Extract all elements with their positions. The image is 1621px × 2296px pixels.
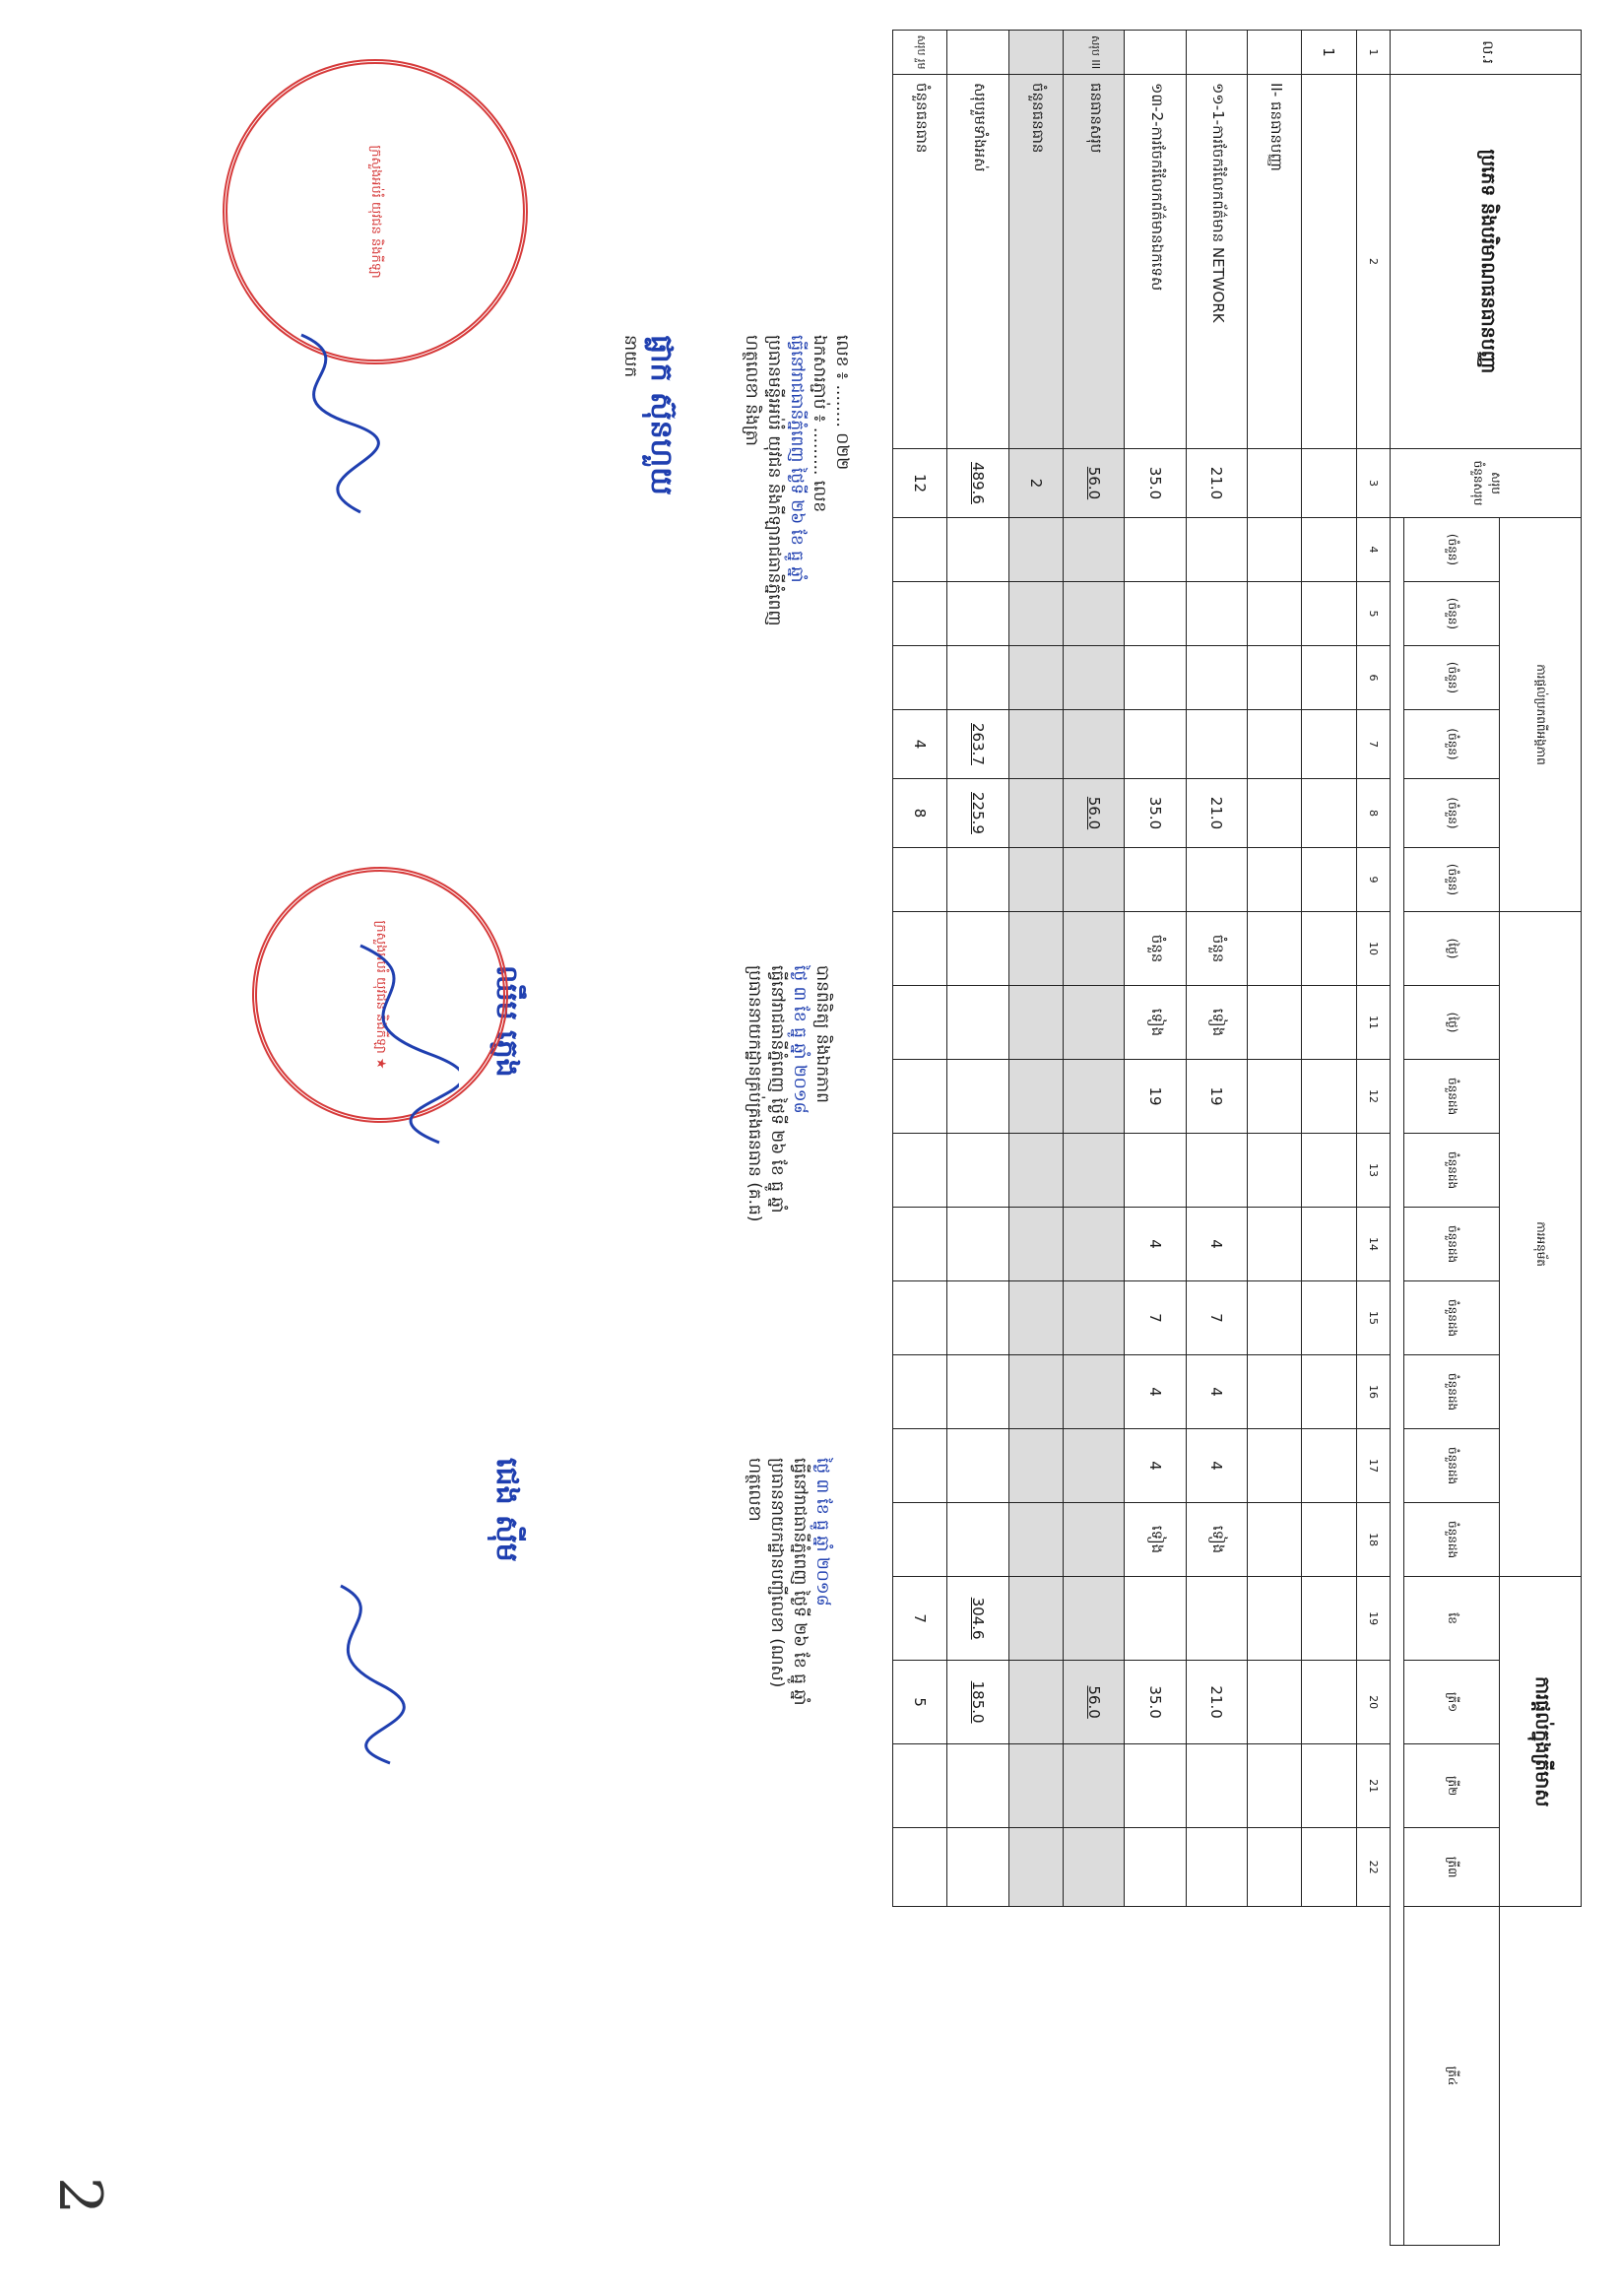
resource-table: [892, 30, 1582, 2246]
table-row: ១៣-2-ការចែករំលែកព័ត៌មានឯកទេស 35.0 35.0 ចំនួន ទៀង 19 4 7 4 4 ទៀង 35.0: [1125, 31, 1186, 2246]
table-row: សរុបរួមទាំងអស់ 489.6 263.7 225.9 304.6 185.0: [947, 31, 1008, 2246]
quarter-2: ត្រី២: [1404, 1744, 1500, 1828]
page-number: 2: [45, 2177, 114, 2215]
quarter-group-header: ការផ្ដល់ក្នុងត្រីមាស: [1499, 1577, 1581, 1907]
unit-14: ចំនួនដង: [1404, 1429, 1500, 1503]
handwritten-signature-middle: [321, 936, 459, 1152]
quarter-4: ត្រី៤: [1404, 1907, 1500, 2246]
table-row: 1: [1302, 31, 1356, 2246]
corner-cell: ល.រ: [1391, 31, 1582, 75]
unit-5: (ចំនួន): [1404, 779, 1500, 848]
unit-13: ចំនួនដង: [1404, 1355, 1500, 1429]
official-stamp-middle: ក្រសួងអប់រំ យុវជន និងកីឡា ★: [252, 867, 508, 1123]
unit-16: ខែ: [1404, 1577, 1500, 1661]
signature-left: លេខ ៖ ........ ០២២ ឯកសារភ្ជាប់ ៖ ......... លេខ ធ្វើនៅរាជធានីភ្នំពេញ ថ្ងៃទី ២៦ ខែ ធ្នូ ឆ្នាំ ប្រធានមន្ទីរអប់រំ យុវជន និងកីឡារាជធានីភ្នំពេញ ហត្ថលេខា និងត្រា ផ្លាក ស៊ុនហួយ នាយក: [619, 335, 852, 626]
handwritten-signature-right: [292, 1576, 420, 1773]
unit-3: (ចំនួន): [1404, 646, 1500, 710]
approval-group-header: ការអនុម័ត: [1499, 912, 1581, 1577]
unit-4: (ចំនួន): [1404, 710, 1500, 779]
unit-6: (ចំនួន): [1404, 848, 1500, 912]
title-cell: ប្រភេទ និងបរិមាណធនធានបញ្ញា: [1391, 75, 1582, 449]
unit-1: (ចំនួន): [1404, 518, 1500, 582]
sources-group-header: ការផ្ដល់ប្រភពពីអង្គភាព: [1499, 518, 1581, 912]
unit-15: ចំនួនដង: [1404, 1503, 1500, 1577]
unit-7: (ថ្ងៃ): [1404, 912, 1500, 986]
table-row: សរុប III ធនធានសរុប 56.0 56.0 56.0: [1064, 31, 1125, 2246]
table-row: II- ធនធានបញ្ញា: [1247, 31, 1301, 2246]
table-row: ១១-1-ការចែករំលែកព័ត៌មាន NETWORK 21.0 21.0 ចំនួន ទៀង 19 4 7 4 4 ទៀង 21.0: [1186, 31, 1247, 2246]
column-number-row: 1 2 3 4 5 6 7 8 9 10 11 12 13 14 15 16 17 18 19 20 21 22: [1356, 31, 1391, 2246]
unit-2: (ចំនួន): [1404, 582, 1500, 646]
quarter-3: ត្រី៣: [1404, 1828, 1500, 1907]
table-row: សរុប រួម ចំនួនធនធាន 12 4 8 7 5: [893, 31, 947, 2246]
unit-8: (ថ្ងៃ): [1404, 986, 1500, 1060]
official-stamp-left: ក្រសួងអប់រំ យុវជន និងកីឡា: [223, 59, 528, 364]
handwritten-signature-left: [252, 325, 390, 522]
unit-9: ចំនួនដង: [1404, 1060, 1500, 1134]
table-row: ចំនួនធនធាន 2: [1008, 31, 1063, 2246]
signature-right: ថ្ងៃ ៣ ខែ ធ្នូ ឆ្នាំ ២០១៨ ធ្វើនៅរាជធានីភ្នំពេញ ថ្ងៃទី ២៦ ខែ ធ្នូ ឆ្នាំ ប្រធាននាយកដ្ឋានបញ្ជីលេខា (ណស) ហត្ថលេខា ជេង ស៊ីម: [489, 1458, 832, 1706]
quarter-1: ត្រី១: [1404, 1661, 1500, 1744]
unit-12: ចំនួនដង: [1404, 1281, 1500, 1355]
unit-11: ចំនួនដង: [1404, 1208, 1500, 1281]
unit-10: ចំនួនដង: [1404, 1134, 1500, 1208]
total-header: សរុប ចំនួនសរុប: [1391, 449, 1582, 518]
signature-middle: បានពិនិត្យ និងឯកភាព ថ្ងៃ ៣ ខែ ធ្នូ ឆ្នាំ ២០១៨ ធ្វើនៅរាជធានីភ្នំពេញ ថ្ងៃទី ២៦ ខែ ធ្នូ ឆ្នាំ ប្រធាននាយកដ្ឋានគ្រប់គ្រងធនធាន (គ.ធ) ឈឹម ភ្លេង: [489, 965, 832, 1222]
